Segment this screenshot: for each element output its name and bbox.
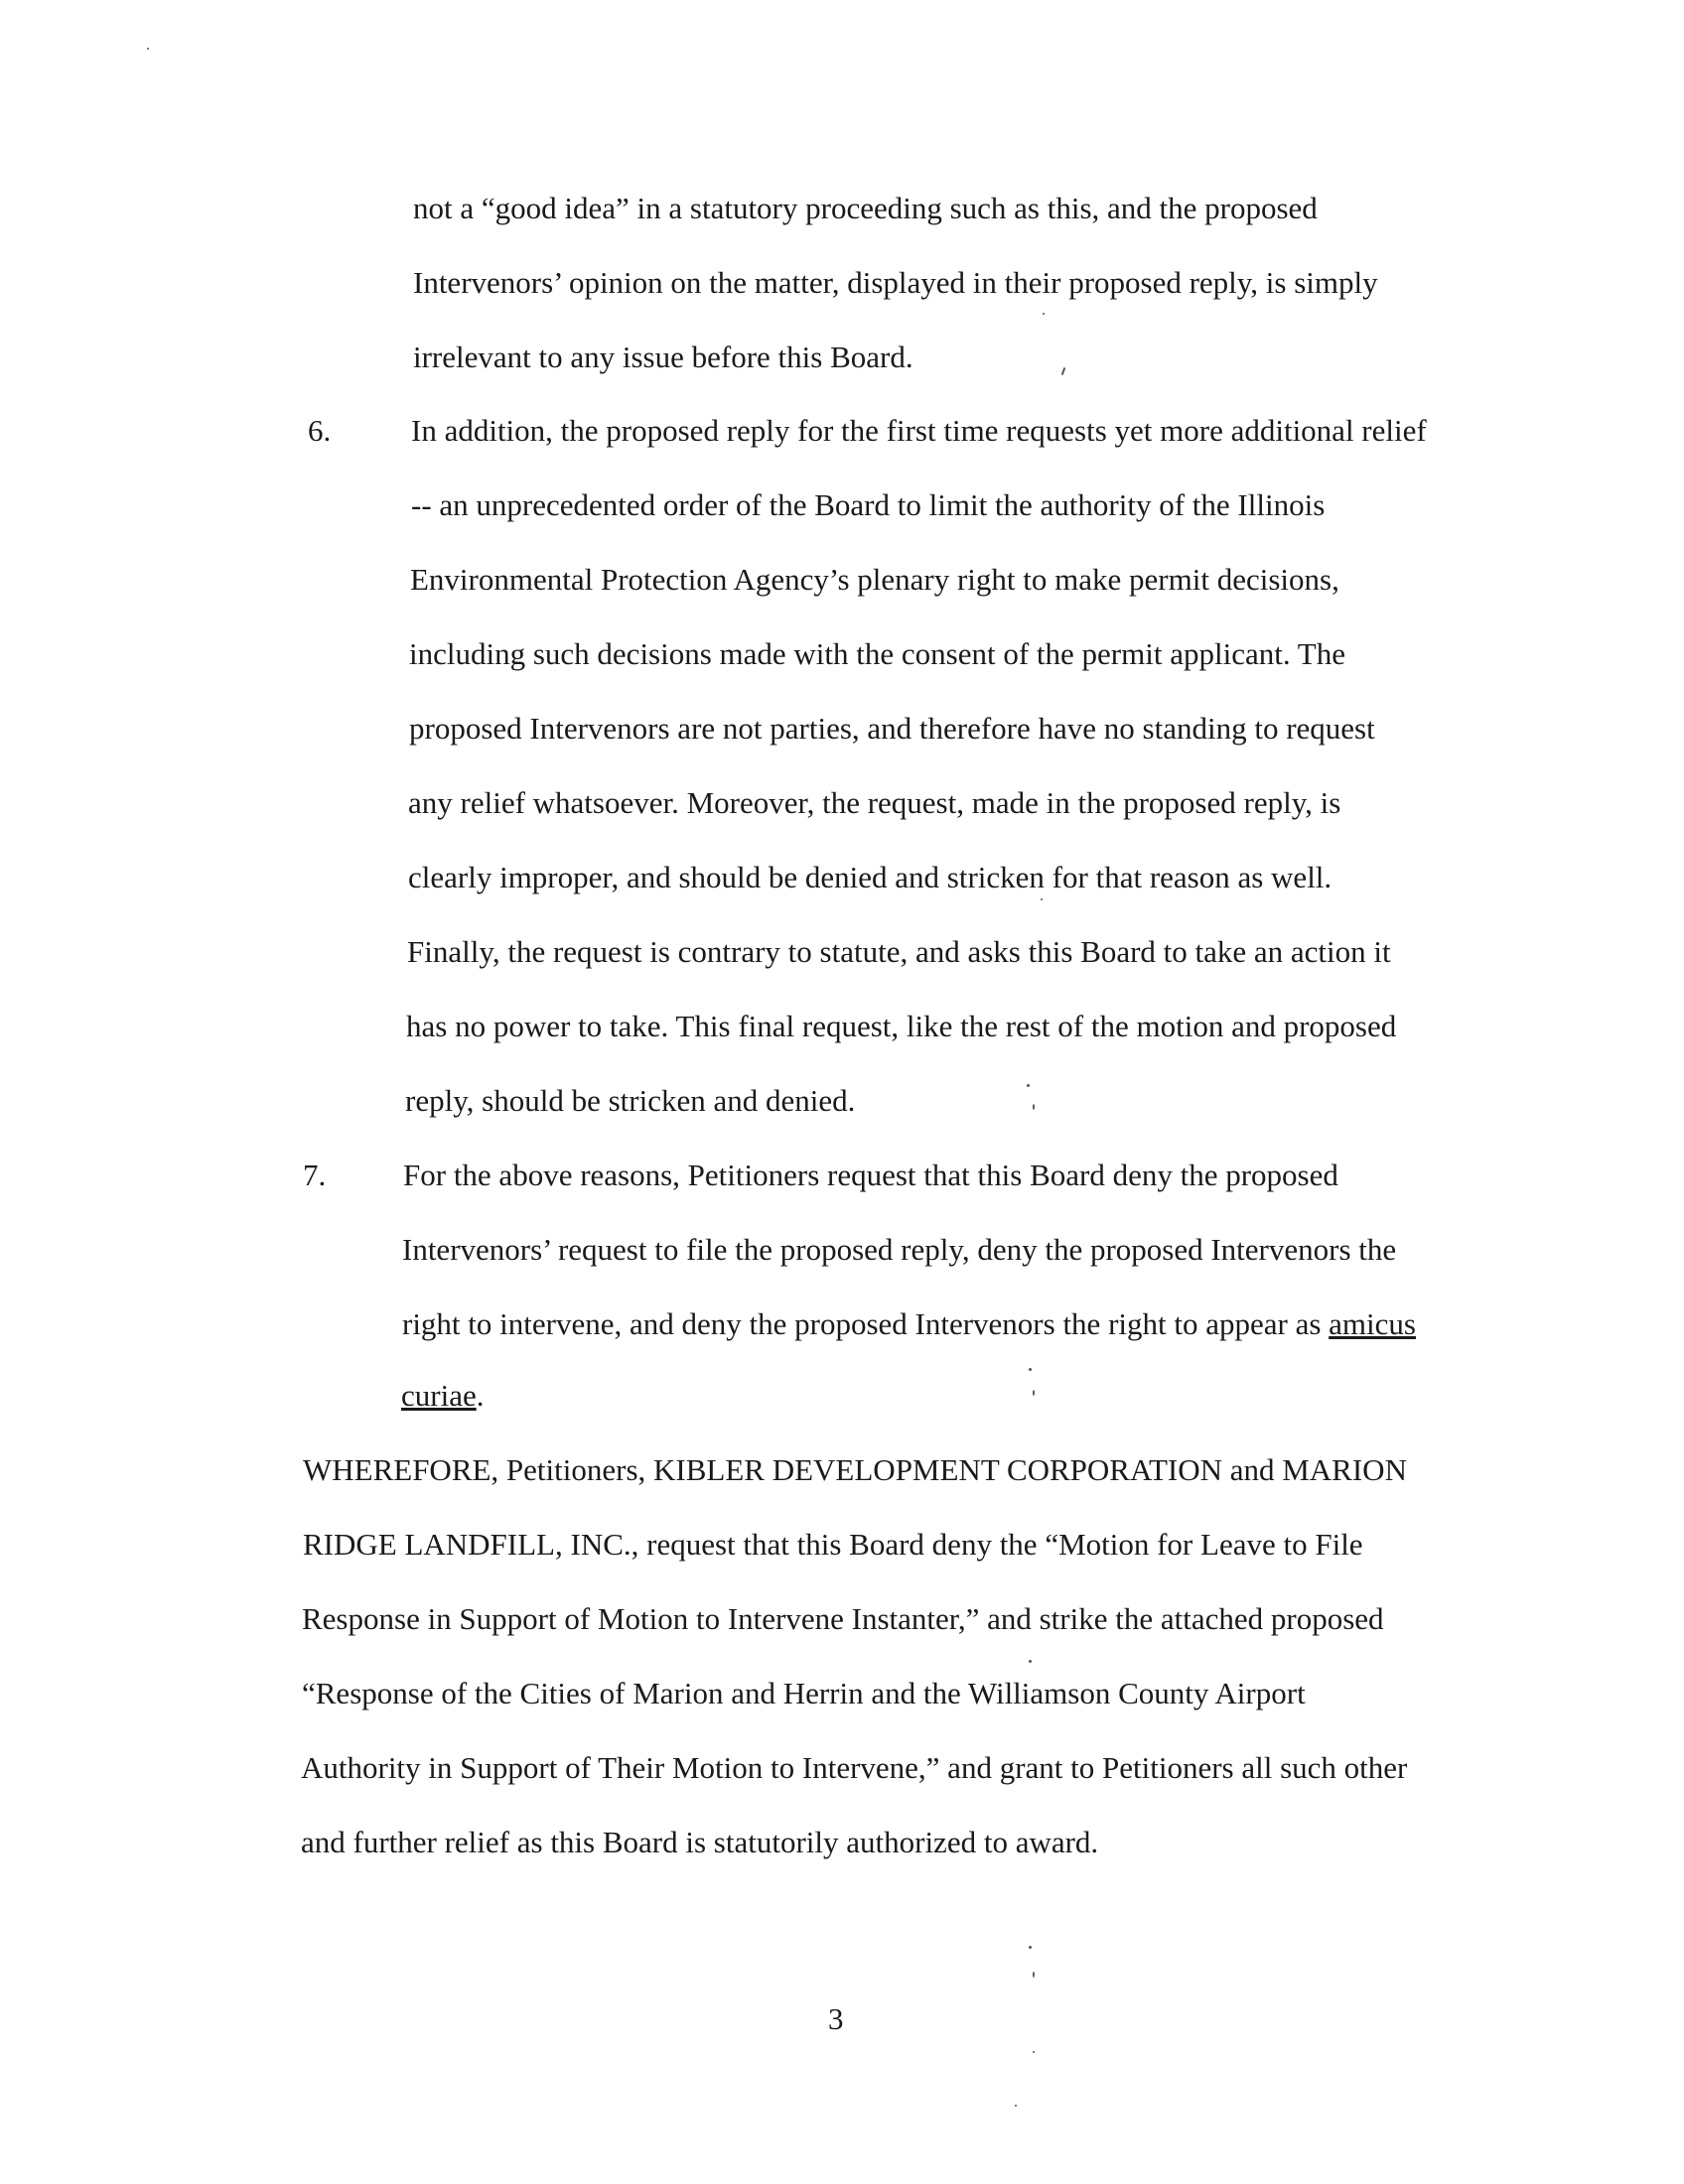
text-line: -- an unprecedented order of the Board to limit the authority of the Illinois	[411, 487, 1326, 522]
text-line: not a “good idea” in a statutory proceeding such as this, and the proposed	[413, 191, 1318, 225]
text-line: Authority in Support of Their Motion to Intervene,” and grant to Petitioners all such other	[301, 1750, 1408, 1785]
text-line: reply, should be stricken and denied.	[405, 1083, 856, 1118]
text-line: Finally, the request is contrary to statute, and asks this Board to take an action it	[407, 934, 1391, 969]
text-line-segment: right to intervene, and deny the proposed Intervenors the right to appear as	[402, 1306, 1330, 1341]
text-line: Environmental Protection Agency’s plenary right to make permit decisions,	[410, 562, 1339, 597]
scan-speck	[1033, 2051, 1035, 2053]
text-line	[401, 1358, 484, 1433]
scan-speck	[1033, 1972, 1035, 1978]
scan-speck	[1029, 1946, 1032, 1949]
paragraph-number: 6.	[308, 413, 332, 448]
page-number: 3	[828, 2001, 844, 2036]
underlined-term: curiae	[401, 1378, 477, 1413]
text-line	[402, 1287, 1416, 1361]
scan-speck	[1029, 1368, 1032, 1371]
scan-speck	[1033, 1104, 1035, 1110]
scan-speck	[1041, 898, 1043, 900]
text-line: Intervenors’ request to file the proposed reply, deny the proposed Intervenors the	[402, 1232, 1397, 1267]
scan-speck	[1027, 1084, 1030, 1087]
text-line: WHEREFORE, Petitioners, KIBLER DEVELOPMENT CORPORATION and MARION	[303, 1452, 1407, 1487]
text-line: and further relief as this Board is statutorily authorized to award.	[301, 1825, 1099, 1859]
text-line: irrelevant to any issue before this Board.	[413, 340, 913, 374]
text-line: In addition, the proposed reply for the first time requests yet more additional relief	[411, 413, 1427, 448]
text-line: Intervenors’ opinion on the matter, displayed in their proposed reply, is simply	[413, 265, 1378, 300]
paragraph-number: 7.	[303, 1158, 327, 1192]
text-line: proposed Intervenors are not parties, and therefore have no standing to request	[409, 711, 1375, 746]
text-line: including such decisions made with the consent of the permit applicant. The	[409, 636, 1345, 671]
scan-speck	[1029, 1660, 1032, 1663]
text-line: “Response of the Cities of Marion and Herrin and the Williamson County Airport	[302, 1676, 1306, 1710]
scan-speck	[1061, 367, 1066, 375]
underlined-term: amicus	[1329, 1306, 1416, 1341]
text-line: clearly improper, and should be denied and stricken for that reason as well.	[408, 860, 1333, 894]
text-line: has no power to take. This final request, like the rest of the motion and proposed	[406, 1009, 1397, 1043]
scan-speck	[1043, 313, 1045, 315]
text-line-segment: .	[476, 1378, 485, 1413]
scan-speck	[147, 48, 149, 50]
text-line: For the above reasons, Petitioners request that this Board deny the proposed	[403, 1158, 1338, 1192]
text-line: Response in Support of Motion to Intervene Instanter,” and strike the attached proposed	[302, 1601, 1384, 1636]
text-line: RIDGE LANDFILL, INC., request that this Board deny the “Motion for Leave to File	[303, 1527, 1363, 1562]
scan-speck	[1033, 1390, 1035, 1396]
scan-speck	[1015, 2105, 1017, 2107]
text-line: any relief whatsoever. Moreover, the request, made in the proposed reply, is	[408, 785, 1341, 820]
